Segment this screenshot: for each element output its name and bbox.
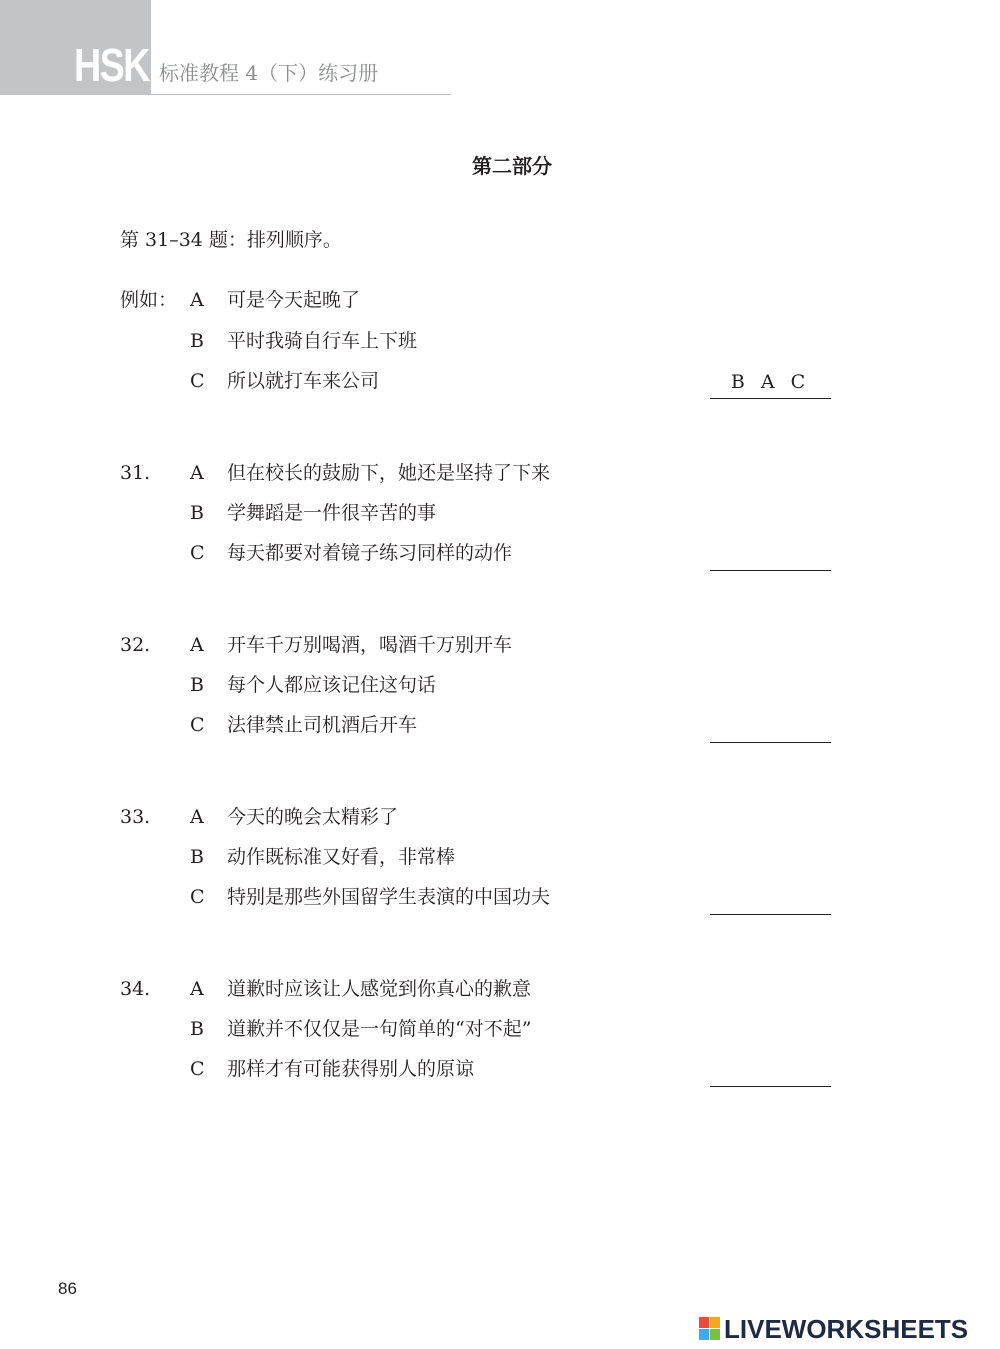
page-number: 86 bbox=[58, 1279, 77, 1298]
option-letter: C bbox=[190, 1058, 205, 1080]
example-answer: B A C bbox=[730, 371, 811, 393]
question-number: 33. bbox=[120, 806, 151, 828]
option-letter: C bbox=[190, 542, 205, 564]
option-letter: B bbox=[190, 674, 204, 696]
option-text: 道歉时应该让人感觉到你真心的歉意 bbox=[227, 978, 532, 1000]
option-text: 可是今天起晚了 bbox=[227, 289, 361, 311]
option-text: 法律禁止司机酒后开车 bbox=[227, 714, 418, 736]
question-number: 32. bbox=[120, 634, 151, 656]
header-rule bbox=[151, 94, 451, 95]
option-text: 所以就打车来公司 bbox=[227, 370, 380, 392]
option-letter: A bbox=[190, 462, 204, 484]
option-text: 特别是那些外国留学生表演的中国功夫 bbox=[227, 886, 551, 908]
liveworksheets-wordmark: LIVEWORKSHEETS bbox=[724, 1314, 969, 1344]
question-number: 34. bbox=[120, 978, 151, 1000]
question-number: 31. bbox=[120, 462, 151, 484]
option-text: 平时我骑自行车上下班 bbox=[227, 330, 418, 352]
option-letter: A bbox=[190, 806, 204, 828]
liveworksheets-icon bbox=[699, 1317, 721, 1341]
option-text: 道歉并不仅仅是一句简单的“对不起” bbox=[227, 1018, 532, 1040]
option-letter: C bbox=[190, 714, 205, 736]
header-title: 标准教程 4（下）练习册 bbox=[159, 61, 379, 85]
option-text: 动作既标准又好看，非常棒 bbox=[227, 846, 456, 868]
liveworksheets-logo bbox=[699, 1316, 968, 1342]
option-text: 每天都要对着镜子练习同样的动作 bbox=[227, 542, 513, 564]
option-letter: B bbox=[190, 330, 204, 352]
instruction: 第 31–34 题：排列顺序。 bbox=[120, 229, 342, 251]
option-text: 今天的晚会太精彩了 bbox=[227, 806, 399, 828]
example-label: 例如： bbox=[120, 289, 178, 311]
option-letter: C bbox=[190, 370, 205, 392]
q34-answer-blank[interactable] bbox=[710, 1086, 831, 1087]
header-brand: HSK bbox=[74, 39, 149, 91]
option-letter: A bbox=[190, 978, 204, 1000]
q32-answer-blank[interactable] bbox=[710, 742, 831, 743]
option-text: 但在校长的鼓励下，她还是坚持了下来 bbox=[227, 462, 551, 484]
option-letter: A bbox=[190, 634, 204, 656]
q33-answer-blank[interactable] bbox=[710, 914, 831, 915]
option-text: 那样才有可能获得别人的原谅 bbox=[227, 1058, 475, 1080]
option-text: 开车千万别喝酒，喝酒千万别开车 bbox=[227, 634, 513, 656]
option-letter: A bbox=[190, 289, 204, 311]
option-letter: B bbox=[190, 846, 204, 868]
example-answer-line bbox=[710, 398, 831, 399]
option-letter: B bbox=[190, 1018, 204, 1040]
option-letter: B bbox=[190, 502, 204, 524]
option-text: 每个人都应该记住这句话 bbox=[227, 674, 437, 696]
option-text: 学舞蹈是一件很辛苦的事 bbox=[227, 502, 437, 524]
q31-answer-blank[interactable] bbox=[710, 570, 831, 571]
option-letter: C bbox=[190, 886, 205, 908]
section-title: 第二部分 bbox=[472, 154, 552, 178]
